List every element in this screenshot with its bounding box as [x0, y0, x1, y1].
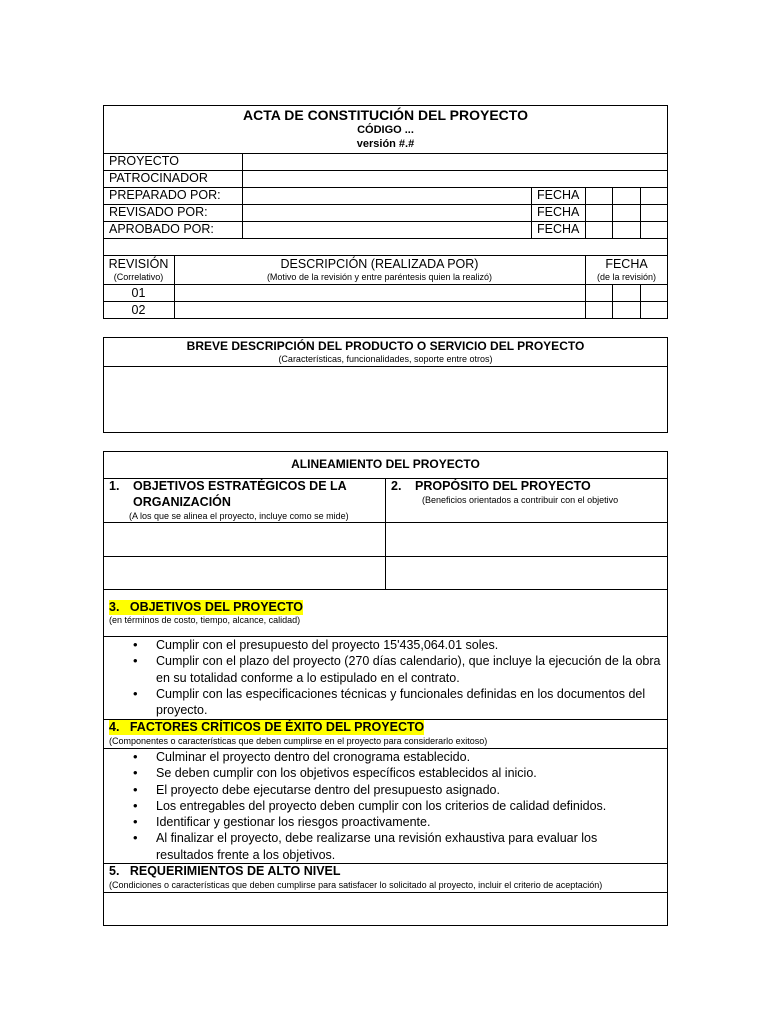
high-level-requirements-title: 5. REQUERIMIENTOS DE ALTO NIVEL: [109, 864, 341, 878]
project-label: PROYECTO: [109, 154, 179, 168]
strategic-objective-field[interactable]: [104, 523, 385, 556]
reviewed-date-label: FECHA: [537, 205, 580, 219]
prepared-date-label: FECHA: [537, 188, 580, 202]
project-objectives-subtitle: (en términos de costo, tiempo, alcance, calidad): [109, 615, 301, 625]
strategic-objectives-title-line2: ORGANIZACIÓN: [133, 495, 231, 509]
strategic-objectives-subtitle: (A los que se alinea el proyecto, incluye como se mide): [129, 511, 349, 521]
project-objectives-list: [104, 637, 664, 718]
sponsor-label: PATROCINADOR: [109, 171, 208, 185]
list-item: • El proyecto debe ejecutarse dentro del presupuesto asignado.: [104, 782, 629, 798]
document-version: versión #.#: [356, 138, 415, 150]
list-item: • Los entregables del proyecto deben cumplir con los criterios de calidad definidos.: [104, 798, 629, 814]
approved-date-label: FECHA: [537, 222, 580, 236]
project-purpose-number: 2.: [391, 479, 402, 493]
project-purpose-subtitle: (Beneficios orientados a contribuir con el objetivo: [422, 495, 619, 505]
list-item: • Culminar el proyecto dentro del cronograma establecido.: [104, 749, 629, 765]
reviewed-by-label: REVISADO POR:: [109, 205, 208, 219]
list-item: • Cumplir con las especificaciones técnicas y funcionales definidas en los documentos del proyecto.: [104, 686, 664, 719]
description-column-subheader: (Motivo de la revisión y entre paréntesis quien la realizó): [266, 272, 493, 282]
project-purpose-field[interactable]: [386, 523, 667, 556]
approved-by-label: APROBADO POR:: [109, 222, 214, 236]
date-column-header: FECHA: [605, 257, 648, 271]
strategic-objectives-title: OBJETIVOS ESTRATÉGICOS DE LA: [133, 479, 347, 493]
reviewed-by-field[interactable]: [243, 205, 531, 221]
critical-success-factors-list: [104, 749, 629, 863]
strategic-objective-field[interactable]: [104, 557, 385, 589]
alignment-title: ALINEAMIENTO DEL PROYECTO: [291, 457, 480, 471]
list-item: • Al finalizar el proyecto, debe realizarse una revisión exhaustiva para evaluar los resultados frente a los objetivos.: [104, 830, 629, 863]
high-level-requirements-field[interactable]: [104, 893, 667, 925]
project-purpose-title: PROPÓSITO DEL PROYECTO: [415, 479, 591, 493]
document-code: CÓDIGO ...: [357, 124, 414, 136]
revision-column-header: REVISIÓN: [108, 257, 169, 271]
sponsor-field[interactable]: [243, 171, 667, 187]
list-item: • Cumplir con el presupuesto del proyecto 15'435,064.01 soles.: [104, 637, 664, 653]
prepared-by-field[interactable]: [243, 188, 531, 204]
critical-success-factors-title: 4. FACTORES CRÍTICOS DE ÉXITO DEL PROYECTO: [109, 720, 425, 734]
strategic-objectives-number: 1.: [109, 479, 120, 493]
approved-by-field[interactable]: [243, 222, 531, 238]
description-column-header: DESCRIPCIÓN (REALIZADA POR): [280, 257, 479, 271]
revision-column-subheader: (Correlativo): [113, 272, 164, 282]
critical-success-factors-subtitle: (Componentes o características que deben cumplirse en el proyecto para considerarlo exitoso): [109, 736, 488, 746]
revision-row-number: 02: [131, 303, 146, 317]
prepared-by-label: PREPARADO POR:: [109, 188, 221, 202]
date-column-subheader: (de la revisión): [596, 272, 657, 282]
project-purpose-field[interactable]: [386, 557, 667, 589]
project-field[interactable]: [243, 154, 667, 170]
high-level-requirements-subtitle: (Condiciones o características que deben cumplirse para satisfacer lo solicitado al proyecto, incluir el criterio de aceptación): [109, 880, 603, 890]
list-item: • Se deben cumplir con los objetivos específicos establecidos al inicio.: [104, 765, 629, 781]
revision-row-number: 01: [131, 286, 146, 300]
product-description-field[interactable]: [104, 367, 667, 432]
list-item: • Identificar y gestionar los riesgos proactivamente.: [104, 814, 629, 830]
product-description-title: BREVE DESCRIPCIÓN DEL PRODUCTO O SERVICIO DEL PROYECTO: [186, 339, 585, 353]
list-item: • Cumplir con el plazo del proyecto (270 días calendario), que incluye la ejecución de la obra en su totalidad conforme a lo estipulado en el contrato.: [104, 653, 664, 686]
project-objectives-title: 3. OBJETIVOS DEL PROYECTO: [109, 600, 304, 614]
product-description-subtitle: (Características, funcionalidades, soporte entre otros): [278, 354, 493, 364]
document-title: ACTA DE CONSTITUCIÓN DEL PROYECTO: [243, 107, 528, 123]
